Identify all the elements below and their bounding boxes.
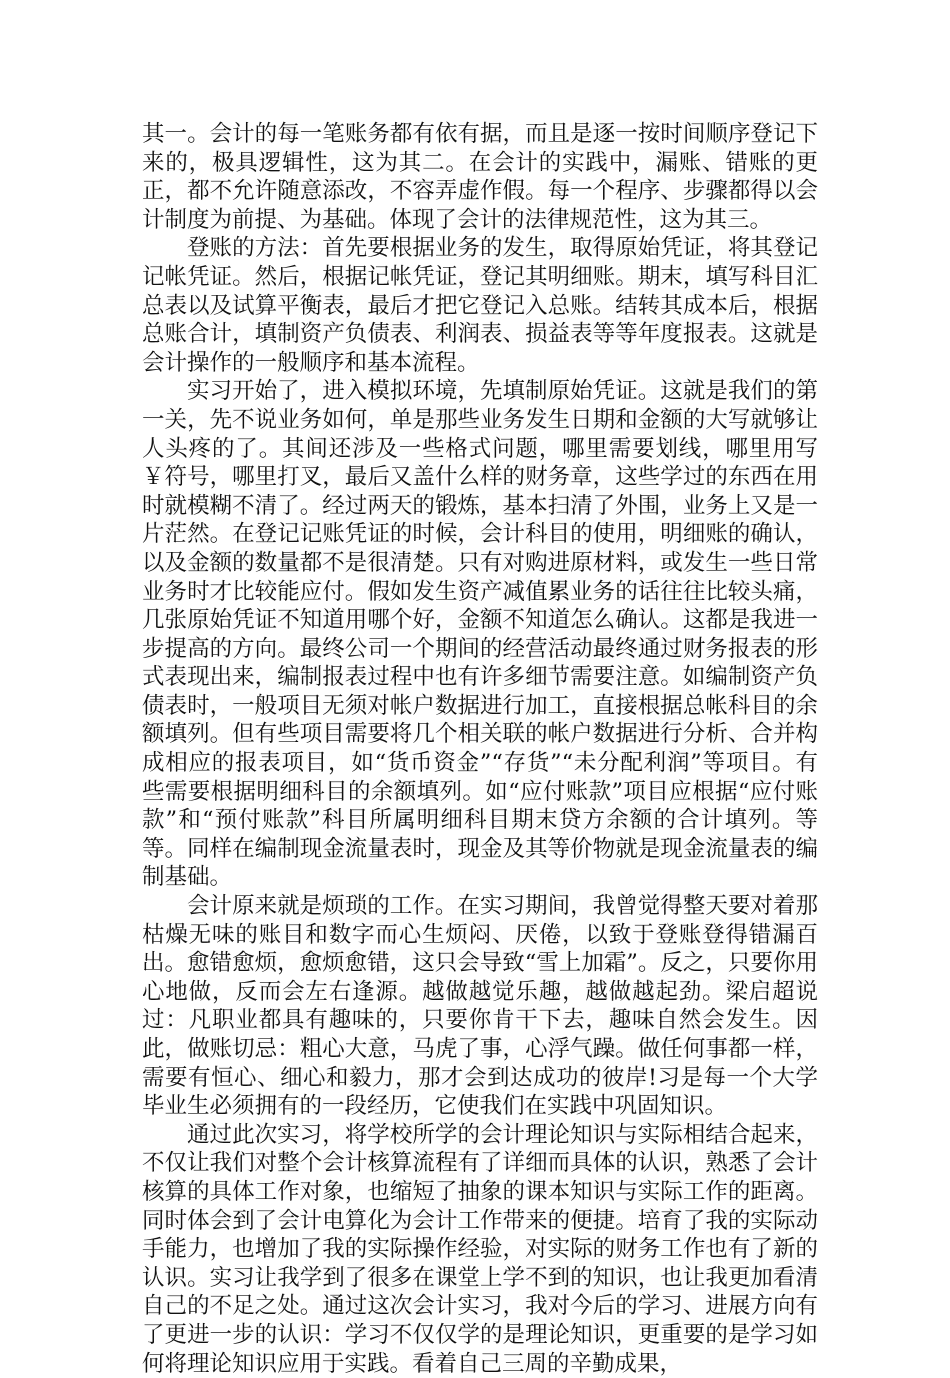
paragraph-2: 登账的方法：首先要根据业务的发生，取得原始凭证，将其登记记帐凭证。然后，根据记帐凭证，登记其明细账。期末，填写科目汇总表以及试算平衡表，最后才把它登记入总账。结转其成本后，根据总账合计，填制资产负债表、利润表、损益表等等年度报表。这就是会计操作的一般顺序和基本流程。: [142, 235, 818, 376]
paragraph-3: 实习开始了，进入模拟环境，先填制原始凭证。这就是我们的第一关，先不说业务如何，单是那些业务发生日期和金额的大写就够让人头疼的了。其间还涉及一些格式问题，哪里需要划线，哪里用写￥符号，哪里打叉，最后又盖什么样的财务章，这些学过的东西在用时就模糊不清了。经过两天的锻炼，基本扫清了外围，业务上又是一片茫然。在登记记账凭证的时候，会计科目的使用，明细账的确认，以及金额的数量都不是很清楚。只有对购进原材料，或发生一些日常业务时才比较能应付。假如发生资产减值累业务的话往往比较头痛，几张原始凭证不知道用哪个好，金额不知道怎么确认。这都是我进一步提高的方向。最终公司一个期间的经营活动最终通过财务报表的形式表现出来，编制报表过程中也有许多细节需要注意。如编制资产负债表时，一般项目无须对帐户数据进行加工，直接根据总帐科目的余额填列。但有些项目需要将几个相关联的帐户数据进行分析、合并构成相应的报表项目，如“货币资金”“存货”“未分配利润”等项目。有些需要根据明细科目的余额填列。如“应付账款”项目应根据“应付账款”和“预付账款”科目所属明细科目期末贷方余额的合计填列。等等。同样在编制现金流量表时，现金及其等价物就是现金流量表的编制基础。: [142, 378, 818, 891]
paragraph-1: 其一。会计的每一笔账务都有依有据，而且是逐一按时间顺序登记下来的，极具逻辑性，这为其二。在会计的实践中，漏账、错账的更正，都不允许随意添改，不容弄虚作假。每一个程序、步骤都得以会计制度为前提、为基础。体现了会计的法律规范性，这为其三。: [142, 121, 818, 233]
document-body: [142, 120, 818, 1378]
paragraph-4: 会计原来就是烦琐的工作。在实习期间，我曾觉得整天要对着那枯燥无味的账目和数字而心生烦闷、厌倦，以致于登账登得错漏百出。愈错愈烦，愈烦愈错，这只会导致“雪上加霜”。反之，只要你用心地做，反而会左右逢源。越做越觉乐趣，越做越起劲。梁启超说过：凡职业都具有趣味的，只要你肯干下去，趣味自然会发生。因此，做账切忌：粗心大意，马虎了事，心浮气躁。做任何事都一样，需要有恒心、细心和毅力，那才会到达成功的彼岸!习是每一个大学毕业生必须拥有的一段经历，它使我们在实践中巩固知识。: [142, 893, 818, 1120]
paragraph-5: 通过此次实习，将学校所学的会计理论知识与实际相结合起来，不仅让我们对整个会计核算流程有了详细而具体的认识，熟悉了会计核算的具体工作对象，也缩短了抽象的课本知识与实际工作的距离。同时体会到了会计电算化为会计工作带来的便捷。培育了我的实际动手能力，也增加了我的实际操作经验，对实际的财务工作也有了新的认识。实习让我学到了很多在课堂上学不到的知识，也让我更加看清自己的不足之处。通过这次会计实习，我对今后的学习、进展方向有了更进一步的认识：学习不仅仅学的是理论知识，更重要的是学习如何将理论知识应用于实践。看着自己三周的辛勤成果，: [142, 1121, 818, 1377]
